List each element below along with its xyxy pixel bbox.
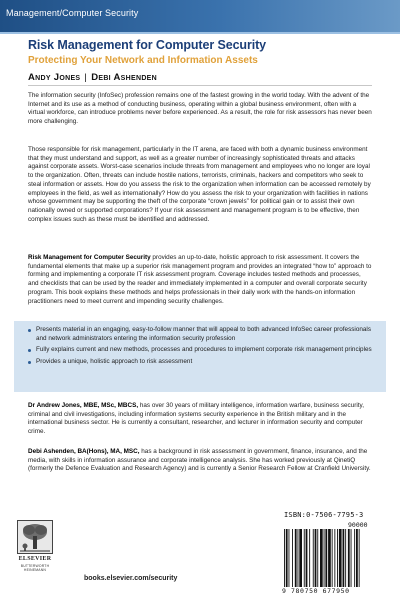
barcode-bar bbox=[324, 529, 325, 587]
barcode-bar bbox=[295, 529, 297, 587]
barcode-bar bbox=[351, 529, 352, 587]
barcode-bar bbox=[334, 529, 335, 587]
bio-text: has over 30 years of military intelligence, information warfare, business security, criminal and civil investigations, including information systems security experience in the British military and in the international business sector. He is currently a consultant, researcher, and lecturer in information security and computer crime. bbox=[28, 402, 364, 436]
barcode-digits: 9 780750 677950 bbox=[282, 587, 350, 595]
barcode-bar bbox=[332, 529, 333, 587]
price-code: 90000 bbox=[348, 521, 368, 529]
features-list bbox=[14, 321, 386, 367]
barcode-bar bbox=[339, 529, 342, 587]
publisher-name: ELSEVIER bbox=[18, 556, 52, 562]
header-rule bbox=[0, 32, 400, 34]
feature-item: Presents material in an engaging, easy-to-follow manner that will appeal to both advanced InfoSec career professionals and network administrators entering the information security profession bbox=[28, 326, 376, 343]
series-header-bar bbox=[0, 0, 400, 34]
author-credentials: Debi Ashenden, BA(Hons), MA, MSC, bbox=[28, 448, 140, 455]
barcode-bar bbox=[306, 529, 308, 587]
publisher-website-link[interactable]: books.elsevier.com/security bbox=[84, 575, 178, 582]
author-bio bbox=[28, 448, 372, 474]
isbn-barcode bbox=[282, 511, 390, 598]
bio-text: has a background in risk assessment in government, finance, insurance, and the media, with skills in information assurance and corporate intelligence analysis. She has worked previously at QinetiQ (formerly the Defence Evaluation and Research Agency) and is currently a Senior Research Fellow at Cranfield University. bbox=[28, 448, 371, 473]
barcode-bar bbox=[317, 529, 318, 587]
author-credentials: Dr Andrew Jones, MBE, MSc, MBCS, bbox=[28, 402, 139, 409]
book-title: Risk Management for Computer Security bbox=[28, 38, 267, 52]
barcode-bar bbox=[354, 529, 355, 587]
barcode-bar bbox=[299, 529, 302, 587]
barcode-bar bbox=[313, 529, 314, 587]
barcode-bar bbox=[298, 529, 299, 587]
barcode-bar bbox=[284, 529, 285, 587]
barcode-bar bbox=[343, 529, 345, 587]
imprint-line: HEINEMANN bbox=[23, 568, 47, 573]
authors-line bbox=[28, 72, 157, 83]
author-separator: | bbox=[84, 72, 88, 83]
elsevier-tree-icon bbox=[17, 520, 53, 554]
barcode-bar bbox=[359, 529, 360, 587]
author-name: Andy Jones bbox=[28, 72, 81, 83]
barcode-bar bbox=[325, 529, 327, 587]
barcode-bar bbox=[356, 529, 358, 587]
imprint-line: BUTTERWORTH bbox=[20, 564, 50, 568]
divider bbox=[28, 85, 372, 86]
barcode-bar bbox=[309, 529, 310, 587]
book-title-inline: Risk Management for Computer Security bbox=[28, 254, 151, 261]
barcode-bar bbox=[304, 529, 305, 587]
isbn-number: ISBN:0-7506-7795-3 bbox=[284, 511, 364, 519]
feature-item: Fully explains current and new methods, processes and procedures to implement corporate risk management principles bbox=[28, 346, 376, 355]
barcode-bar bbox=[289, 529, 290, 587]
barcode-bar bbox=[315, 529, 317, 587]
publisher-imprint bbox=[14, 564, 56, 573]
author-bio bbox=[28, 402, 372, 437]
barcode-bar bbox=[328, 529, 331, 587]
barcode-bar bbox=[292, 529, 293, 587]
feature-item: Provides a unique, holistic approach to risk assessment bbox=[28, 358, 376, 367]
series-label: Management/Computer Security bbox=[6, 8, 139, 18]
barcode-bar bbox=[286, 529, 288, 587]
author-name: Debi Ashenden bbox=[91, 72, 157, 83]
description-paragraph: The information security (InfoSec) profession remains one of the fastest growing in the world today. With the advent of the Internet and its use as a method of conducting business, operating within a global business environment, often with a virtual workforce, can introduce problems never before experienced. As a result, the role for risk assessors has never been more challenging. bbox=[28, 92, 372, 126]
description-paragraph: Those responsible for risk management, particularly in the IT arena, are faced with both a dynamic business environment that they must understand and support, as well as a greater number of increasingly sophisticated threats and attacks against corporate assets. Worst-case scenarios include threats from management and employees who no longer are loyal to the organization. Often, threats can include hostile nations, terrorists, criminals, hackers and competitors who seek to steal information or assets. How do you assess the risk to the organization when information can be accessed remotely by employees in the field, as well as internationally? How do you assess the risk to your organization with facilities in nations whose government may be supporting the theft of the corporate “crown jewels” for political gain or to assist their own nationally owned or supported corporations? If your risk assessment and management program is to be effective, then complex issues such as these must be identified and addressed. bbox=[28, 146, 371, 223]
description-paragraph bbox=[28, 254, 372, 306]
paragraph-text: provides an up-to-date, holistic approach to risk assessment. It covers the fundamental elements that make up a superior risk management program and provides an integrated “how to” approach to forming and implementing a corporate IT risk assessment program. Coverage includes tested methods and processes, and checklists that can be used by the reader and immediately implemented in a computer and overall corporate security program. This book explains these methods and helps professionals in their daily work with the hands-on information practitioners need to meet current and impending security challenges. bbox=[28, 254, 372, 305]
barcode-bar bbox=[320, 529, 323, 587]
barcode-bars bbox=[284, 529, 388, 587]
barcode-bar bbox=[337, 529, 338, 587]
publisher-logo bbox=[14, 520, 56, 588]
barcode-bar bbox=[348, 529, 350, 587]
book-subtitle: Protecting Your Network and Information Assets bbox=[28, 55, 258, 66]
barcode-bar bbox=[345, 529, 346, 587]
features-box bbox=[14, 321, 386, 392]
